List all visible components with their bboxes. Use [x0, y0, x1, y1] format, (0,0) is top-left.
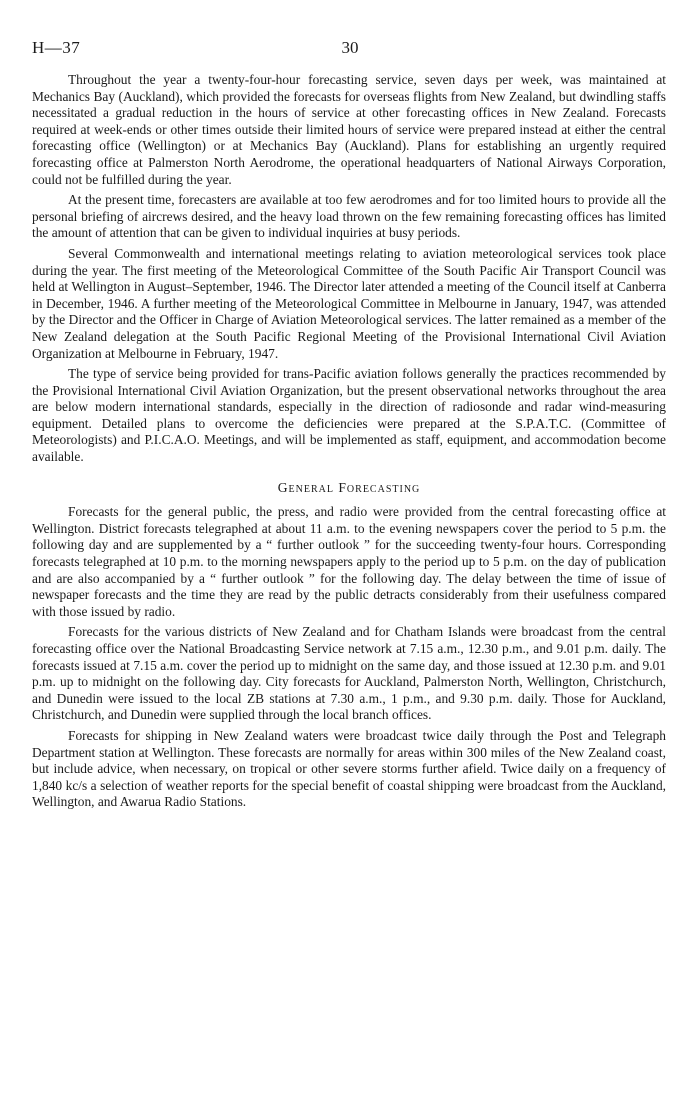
page-header	[32, 38, 668, 60]
paragraph-international-meetings: Several Commonwealth and international meetings relating to aviation meteorological services took place during the year. The first meeting of the Meteorological Committee of the South Pacific Air Transport Council was held at Wellington in August–September, 1946. The Director later attended a meeting of the Council itself at Canberra in December, 1946. A further meeting of the Meteorological Committee in Melbourne in January, 1947, was attended by the Director and the Officer in Charge of Aviation Meteorological services. The latter remained as a member of the New Zealand delegation at the South Pacific Regional Meeting of the Provisional International Civil Aviation Organization at Melbourne in February, 1947.	[32, 245, 666, 361]
section-heading: General Forecasting	[277, 479, 421, 495]
document-reference: H—37	[32, 38, 81, 57]
paragraph-forecasters-availability: At the present time, forecasters are available at too few aerodromes and for too limited hours to provide all the personal briefing of aircrews desired, and the heavy load thrown on the few remaining forecasting offices has limited the amount of attention that can be given to individual inquiries at busy periods.	[32, 192, 666, 241]
paragraph-shipping-forecasts: Forecasts for shipping in New Zealand waters were broadcast twice daily through the Post and Telegraph Department station at Wellington. These forecasts are normally for areas within 300 miles of the New Zealand coast, but include advice, when necessary, on tropical or other severe storms further afield. Twice daily on a frequency of 1,840 kc/s a selection of weather reports for the special benefit of coastal shipping were broadcast from the Auckland, Wellington, and Awarua Radio Stations.	[32, 727, 666, 810]
paragraph-forecasting-service: Throughout the year a twenty-four-hour forecasting service, seven days per week, was maintained at Mechanics Bay (Auckland), which provided the forecasts for overseas flights from New Zealand, but dwindling staffs necessitated a gradual reduction in the hours of service at other forecasting offices in New Zealand. Forecasts required at week-ends or other times outside their limited hours of service were prepared instead at either the central forecasting office (Wellington) or at Mechanics Bay (Auckland). Plans for establishing an urgently required forecasting office at Palmerston North Aerodrome, the operational headquarters of National Airways Corporation, could not be fulfilled during the year.	[32, 72, 666, 187]
page-number: 30	[341, 38, 359, 57]
paragraph-district-broadcasts: Forecasts for the various districts of New Zealand and for Chatham Islands were broadcast from the central forecasting office over the National Broadcasting Service network at 7.15 a.m., 12.30 p.m., and 9.01 p.m. daily. The forecasts issued at 7.15 a.m. cover the period up to midnight on the same day, and those issued at 12.30 p.m. and 9.01 p.m. up to midnight on the following day. City forecasts for Auckland, Palmerston North, Wellington, Christchurch, and Dunedin were issued to the local ZB stations at 7.30 a.m., 1 p.m., and 9.30 p.m. daily. Those for Auckland, Christchurch, and Dunedin were supplied through the local branch offices.	[32, 624, 666, 723]
paragraph-trans-pacific-service: The type of service being provided for trans-Pacific aviation follows generally the practices recommended by the Provisional International Civil Aviation Organization, but the present observational networks throughout the area are below modern international standards, especially in the direction of radiosonde and radar wind-measuring equipment. Detailed plans to overcome the deficiencies were prepared at the S.P.A.T.C. (Committee of Meteorologists) and P.I.C.A.O. Meetings, and will be implemented as staff, equipment, and accommodation become available.	[32, 366, 666, 465]
paragraph-public-forecasts: Forecasts for the general public, the press, and radio were provided from the central forecasting office at Wellington. District forecasts telegraphed at about 11 a.m. to the evening newspapers cover the period to 5 p.m. the following day and are supplemented by a “ further outlook ” for the succeeding twenty-four hours. Corresponding forecasts telegraphed at 10 p.m. to the morning newspapers apply to the period up to 5 p.m. on the day of publication and are also accompanied by a “ further outlook ” for the following day. The delay between the time of issue of newspaper forecasts and the time they are read by the public detracts considerably from their usefulness compared with those issued by radio.	[32, 504, 666, 619]
document-body	[32, 72, 666, 815]
